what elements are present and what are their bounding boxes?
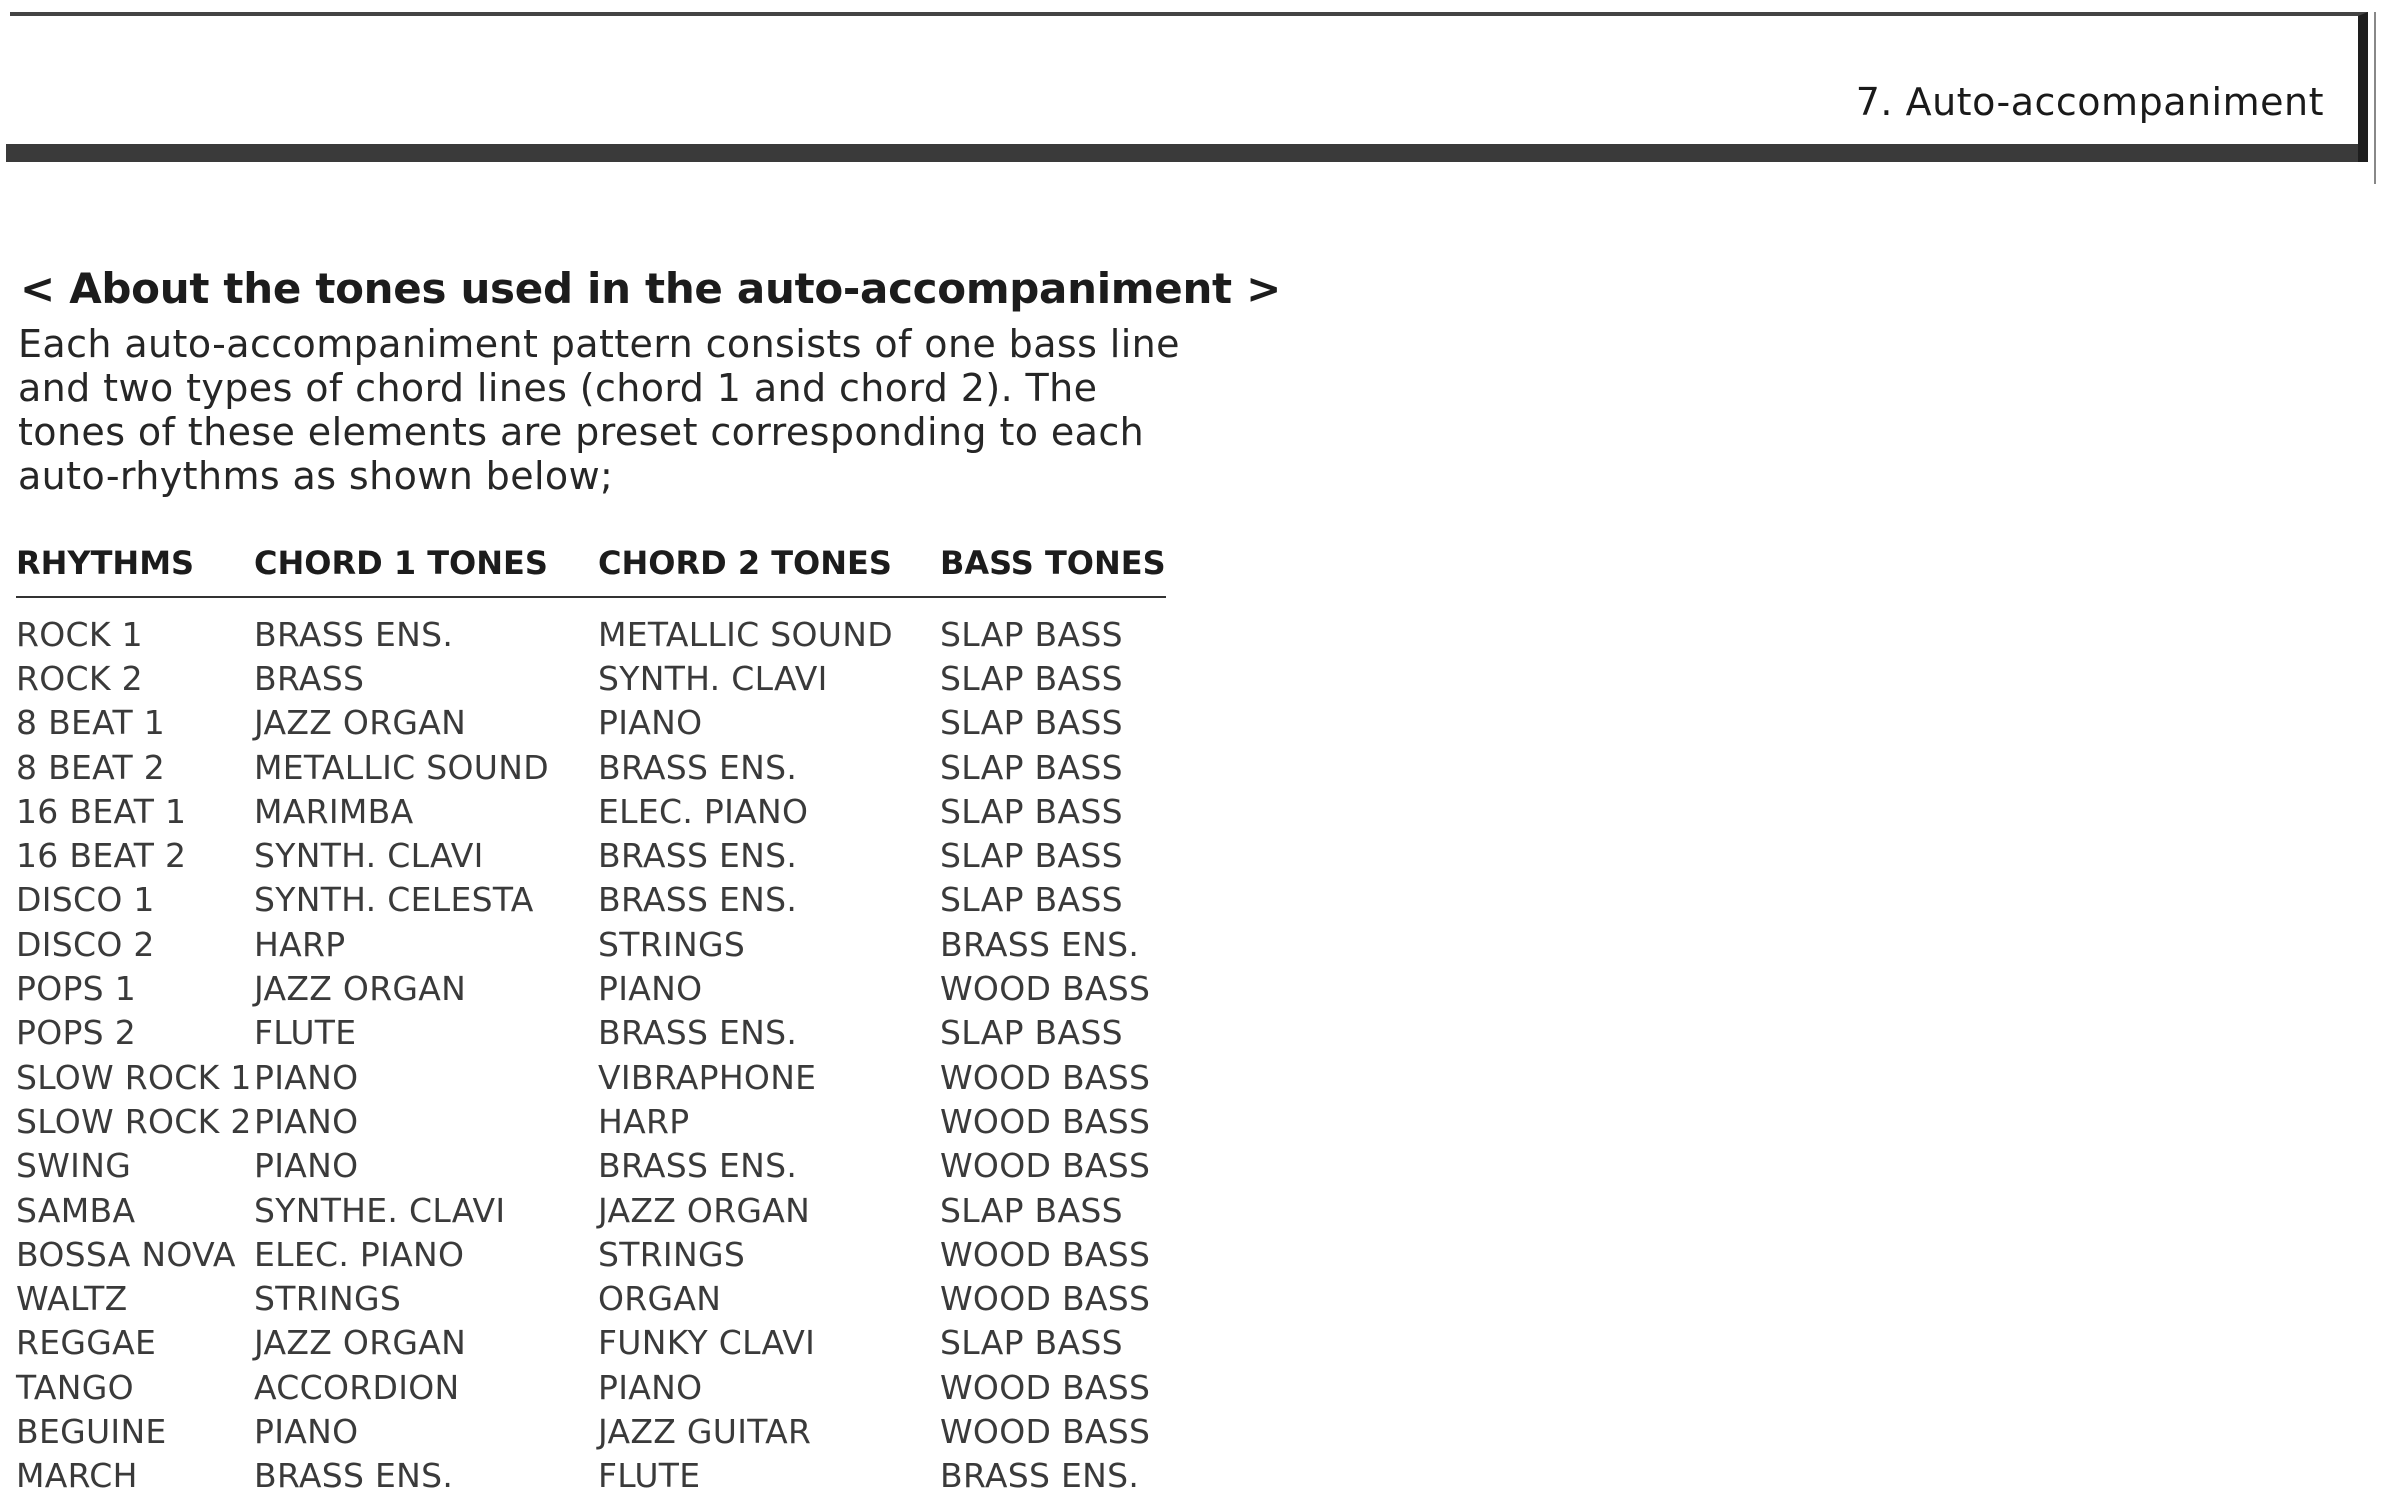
- chord2-tone-cell: JAZZ GUITAR: [598, 1411, 812, 1451]
- table-row: [16, 1055, 1166, 1099]
- rhythm-cell: DISCO 2: [16, 924, 155, 964]
- chord1-tone-cell: SYNTH. CELESTA: [254, 880, 534, 920]
- rhythm-cell: 8 BEAT 1: [16, 703, 166, 743]
- bass-tone-cell: WOOD BASS: [940, 1234, 1151, 1274]
- rhythm-cell: 16 BEAT 2: [16, 836, 187, 876]
- chord2-tone-cell: PIANO: [598, 1367, 703, 1407]
- table-row: [16, 966, 1166, 1010]
- page-edge-lines: [2374, 12, 2380, 184]
- chord1-tone-cell: SYNTHE. CLAVI: [254, 1190, 506, 1230]
- table-row: [16, 1188, 1166, 1232]
- chord1-tone-cell: STRINGS: [254, 1279, 402, 1319]
- chord2-tone-cell: HARP: [598, 1101, 690, 1141]
- chord1-tone-cell: PIANO: [254, 1411, 359, 1451]
- chord1-tone-cell: SYNTH. CLAVI: [254, 836, 484, 876]
- table-row: [16, 878, 1166, 922]
- rhythm-cell: 16 BEAT 1: [16, 791, 187, 831]
- bass-tone-cell: SLAP BASS: [940, 1190, 1123, 1230]
- chord1-tone-cell: PIANO: [254, 1146, 359, 1186]
- chord1-tone-cell: JAZZ ORGAN: [254, 703, 467, 743]
- rhythm-cell: ROCK 1: [16, 614, 143, 654]
- chord1-tone-cell: JAZZ ORGAN: [254, 1323, 467, 1363]
- chord1-tone-cell: PIANO: [254, 1101, 359, 1141]
- rhythm-cell: WALTZ: [16, 1279, 128, 1319]
- rhythm-cell: TANGO: [16, 1367, 134, 1407]
- table-row: [16, 1099, 1166, 1143]
- chord2-tone-cell: VIBRAPHONE: [598, 1057, 817, 1097]
- table-row: [16, 789, 1166, 833]
- bass-tone-cell: SLAP BASS: [940, 1013, 1123, 1053]
- rhythm-cell: SLOW ROCK 2: [16, 1101, 252, 1141]
- chord2-tone-cell: METALLIC SOUND: [598, 614, 893, 654]
- rhythm-cell: BEGUINE: [16, 1411, 167, 1451]
- bass-tone-cell: WOOD BASS: [940, 1411, 1151, 1451]
- bass-tone-cell: WOOD BASS: [940, 1279, 1151, 1319]
- rhythm-cell: REGGAE: [16, 1323, 157, 1363]
- rhythm-cell: 8 BEAT 2: [16, 747, 166, 787]
- rhythm-cell: POPS 2: [16, 1013, 137, 1053]
- chord2-tone-cell: ORGAN: [598, 1279, 722, 1319]
- chord1-tone-cell: PIANO: [254, 1057, 359, 1097]
- rhythm-cell: DISCO 1: [16, 880, 155, 920]
- bass-tone-cell: WOOD BASS: [940, 1057, 1151, 1097]
- rhythm-cell: POPS 1: [16, 969, 137, 1009]
- chord1-tone-cell: BRASS ENS.: [254, 1456, 454, 1496]
- chord2-tone-cell: STRINGS: [598, 924, 746, 964]
- bass-tone-cell: SLAP BASS: [940, 614, 1123, 654]
- table-row: [16, 833, 1166, 877]
- rhythm-cell: SWING: [16, 1146, 132, 1186]
- table-header-row: [16, 544, 1166, 597]
- table-row: [16, 1409, 1166, 1453]
- bass-tone-cell: SLAP BASS: [940, 1323, 1123, 1363]
- chord2-tone-cell: BRASS ENS.: [598, 1013, 798, 1053]
- chord1-tone-cell: ACCORDION: [254, 1367, 460, 1407]
- chord1-tone-cell: HARP: [254, 924, 346, 964]
- table-row: [16, 1321, 1166, 1365]
- bass-tone-cell: WOOD BASS: [940, 1101, 1151, 1141]
- table-row: [16, 922, 1166, 966]
- rhythm-cell: BOSSA NOVA: [16, 1234, 236, 1274]
- column-header-rhythms: RHYTHMS: [16, 544, 254, 597]
- rhythm-cell: ROCK 2: [16, 658, 143, 698]
- bass-tone-cell: WOOD BASS: [940, 1146, 1151, 1186]
- bass-tone-cell: WOOD BASS: [940, 1367, 1151, 1407]
- chord2-tone-cell: BRASS ENS.: [598, 747, 798, 787]
- table-row: [16, 656, 1166, 700]
- table-row: [16, 1232, 1166, 1276]
- table-row: [16, 1011, 1166, 1055]
- chord1-tone-cell: BRASS ENS.: [254, 614, 454, 654]
- chapter-title: 7. Auto-accompaniment: [1855, 80, 2324, 124]
- rhythm-cell: MARCH: [16, 1456, 138, 1496]
- chord2-tone-cell: PIANO: [598, 703, 703, 743]
- table-body: [16, 597, 1166, 1498]
- bass-tone-cell: SLAP BASS: [940, 658, 1123, 698]
- chord2-tone-cell: BRASS ENS.: [598, 880, 798, 920]
- rhythm-cell: SAMBA: [16, 1190, 136, 1230]
- chord1-tone-cell: JAZZ ORGAN: [254, 969, 467, 1009]
- table-row: [16, 1276, 1166, 1320]
- column-header-chord2-tones: CHORD 2 TONES: [598, 544, 940, 597]
- bass-tone-cell: BRASS ENS.: [940, 1456, 1140, 1496]
- chord2-tone-cell: SYNTH. CLAVI: [598, 658, 828, 698]
- chord2-tone-cell: BRASS ENS.: [598, 1146, 798, 1186]
- chord2-tone-cell: FLUTE: [598, 1456, 701, 1496]
- bass-tone-cell: BRASS ENS.: [940, 924, 1140, 964]
- bass-tone-cell: WOOD BASS: [940, 969, 1151, 1009]
- chord2-tone-cell: JAZZ ORGAN: [598, 1190, 811, 1230]
- table-row: [16, 597, 1166, 656]
- chord2-tone-cell: STRINGS: [598, 1234, 746, 1274]
- bass-tone-cell: SLAP BASS: [940, 836, 1123, 876]
- chord2-tone-cell: BRASS ENS.: [598, 836, 798, 876]
- table-row: [16, 1144, 1166, 1188]
- table-row: [16, 1365, 1166, 1409]
- table-row: [16, 701, 1166, 745]
- column-header-bass-tones: BASS TONES: [940, 544, 1166, 597]
- section-heading: < About the tones used in the auto-accompaniment >: [20, 264, 1282, 313]
- table-row: [16, 745, 1166, 789]
- section-body-text: Each auto-accompaniment pattern consists of one bass line and two types of chord lines (chord 1 and chord 2). The tones of these elements are preset corresponding to each auto-rhythms as shown below;: [18, 322, 1180, 498]
- table-row: [16, 1454, 1166, 1498]
- chord2-tone-cell: ELEC. PIANO: [598, 791, 809, 831]
- column-header-chord1-tones: CHORD 1 TONES: [254, 544, 598, 597]
- bass-tone-cell: SLAP BASS: [940, 791, 1123, 831]
- chord2-tone-cell: PIANO: [598, 969, 703, 1009]
- chord1-tone-cell: METALLIC SOUND: [254, 747, 549, 787]
- rhythm-cell: SLOW ROCK 1: [16, 1057, 252, 1097]
- bass-tone-cell: SLAP BASS: [940, 880, 1123, 920]
- rhythm-tones-table: [16, 544, 1166, 1498]
- bass-tone-cell: SLAP BASS: [940, 747, 1123, 787]
- chord2-tone-cell: FUNKY CLAVI: [598, 1323, 816, 1363]
- chord1-tone-cell: MARIMBA: [254, 791, 414, 831]
- chord1-tone-cell: ELEC. PIANO: [254, 1234, 465, 1274]
- chord1-tone-cell: BRASS: [254, 658, 365, 698]
- chord1-tone-cell: FLUTE: [254, 1013, 357, 1053]
- bass-tone-cell: SLAP BASS: [940, 703, 1123, 743]
